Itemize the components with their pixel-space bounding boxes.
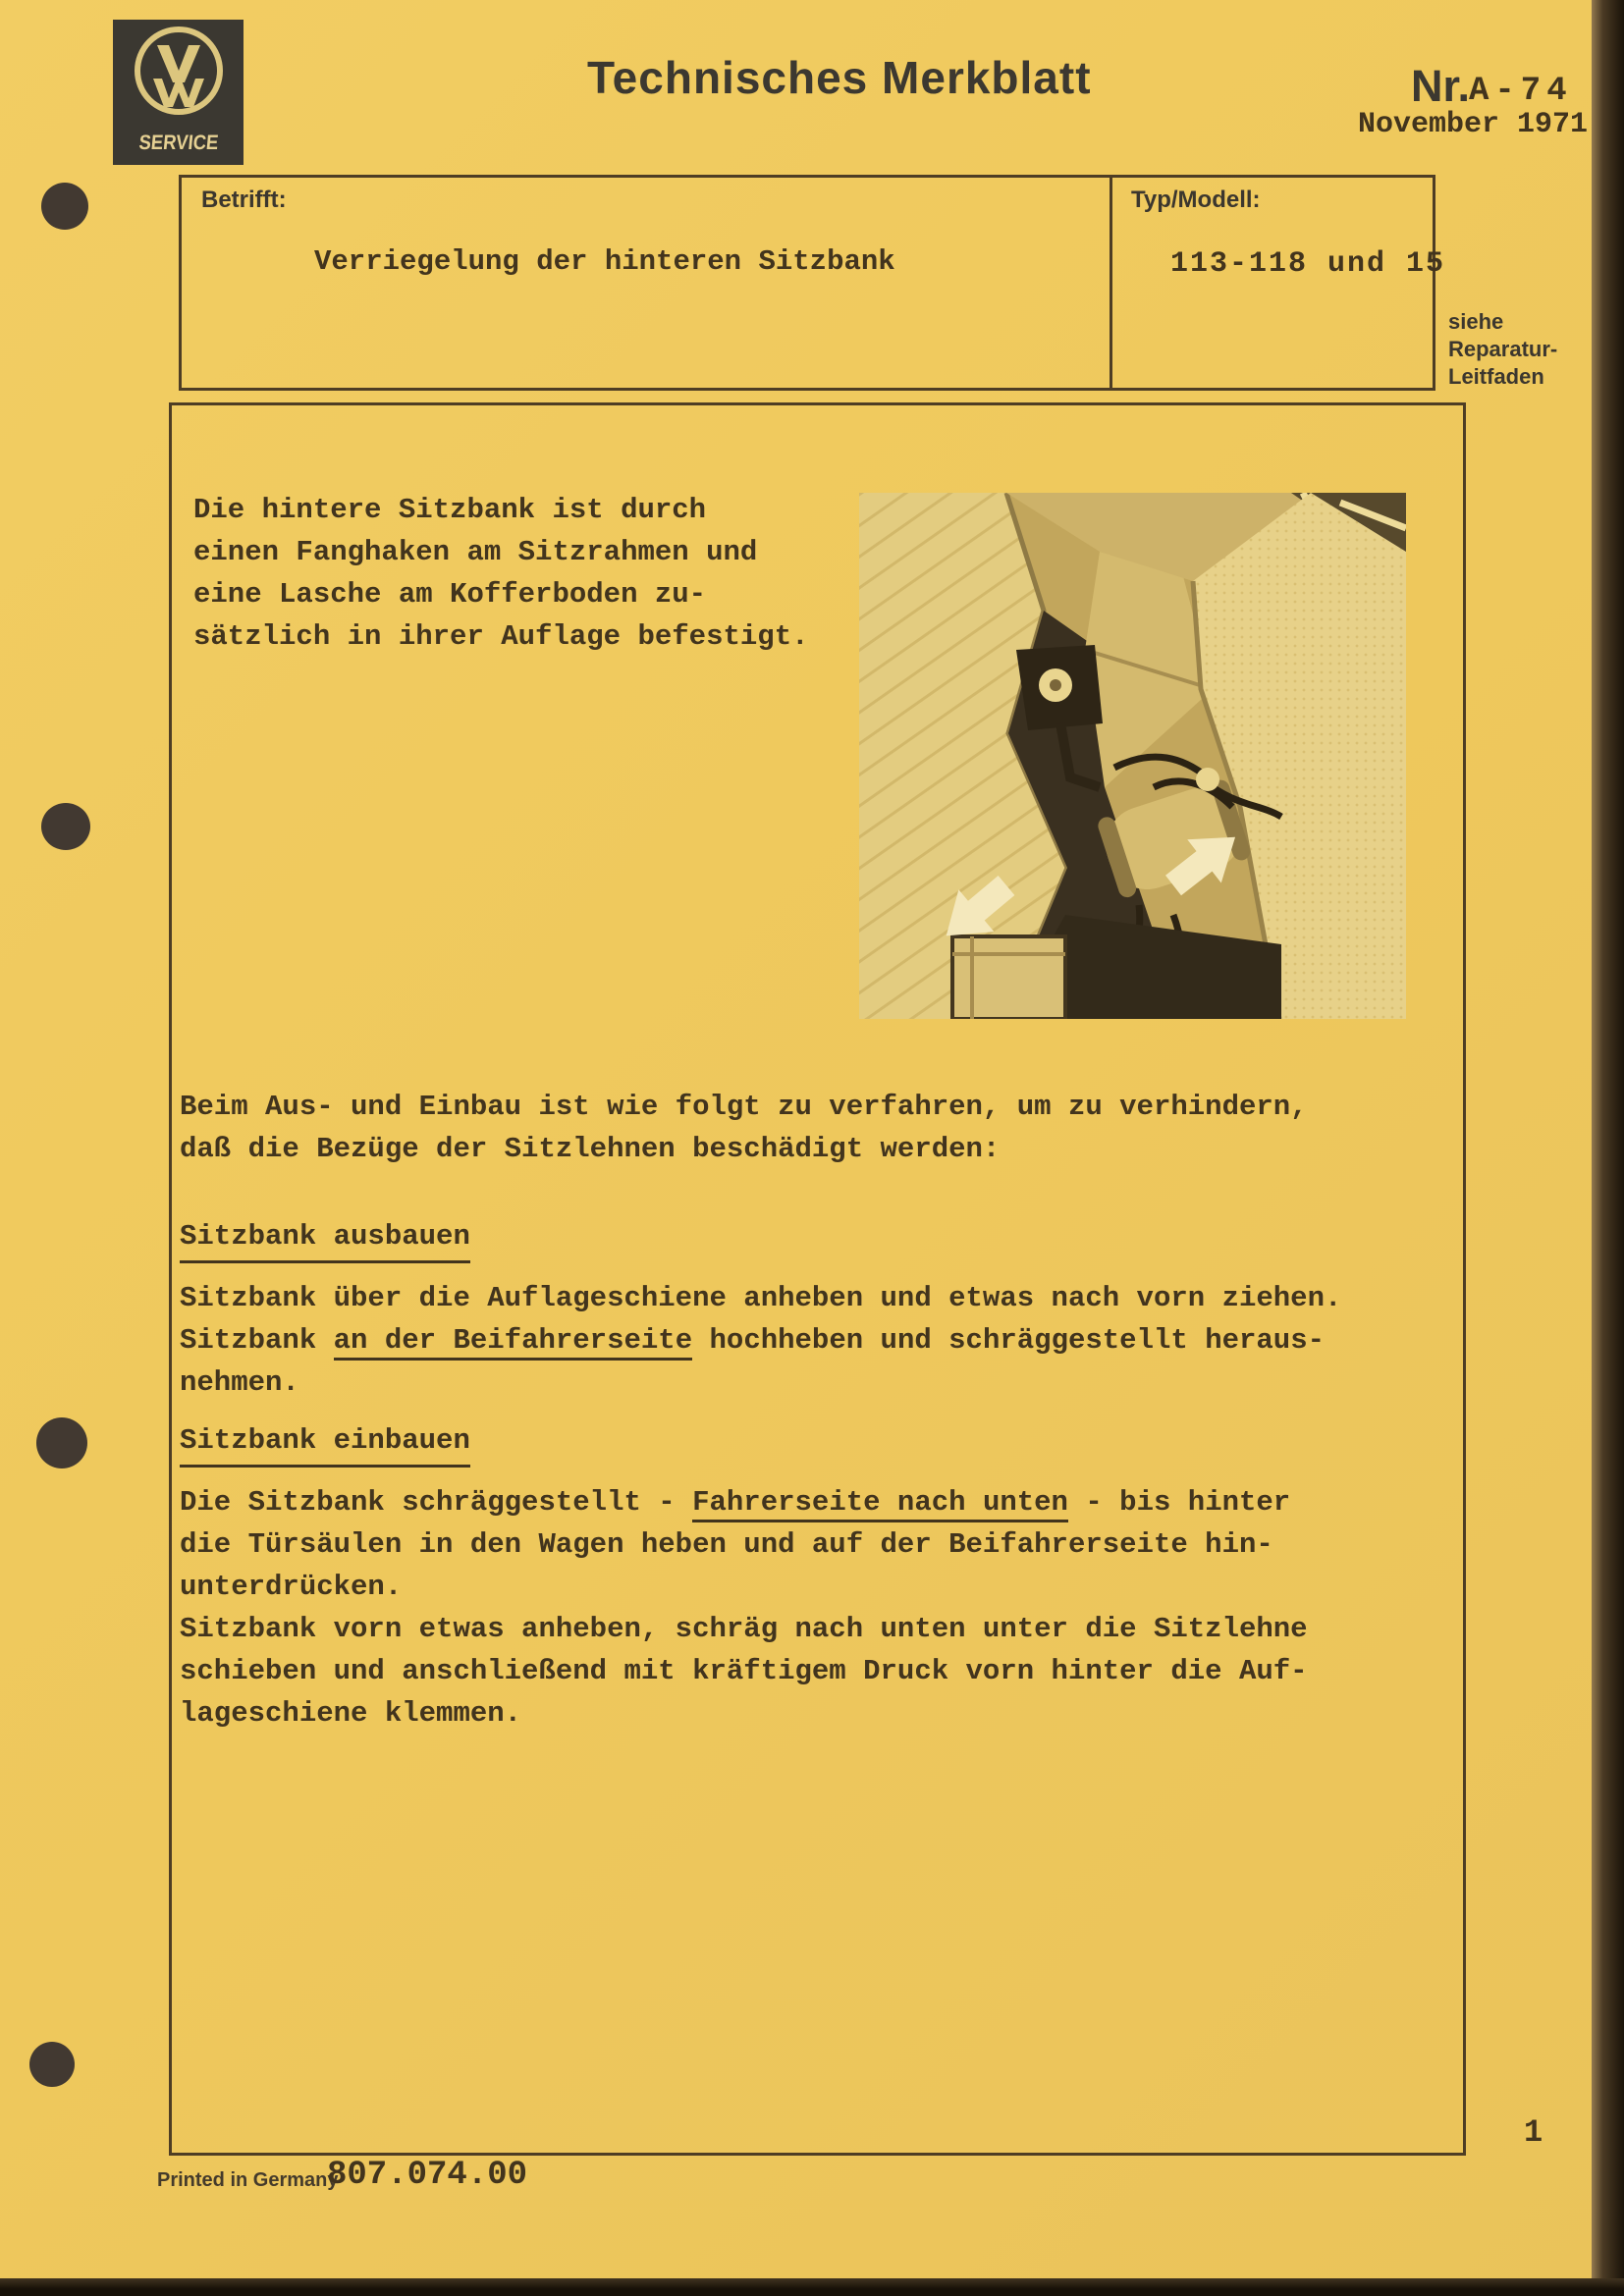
- installation-section: [180, 1419, 1308, 1735]
- issue-date: November 1971: [1358, 108, 1589, 141]
- scan-edge-bottom: [0, 2278, 1624, 2296]
- punch-hole: [41, 183, 88, 230]
- typ-modell-value: 113-118 und 15: [1170, 247, 1446, 281]
- removal-line-segment: hochheben und schräggestellt heraus-: [692, 1324, 1326, 1357]
- removal-line: [180, 1319, 1341, 1362]
- page-number: 1: [1524, 2114, 1543, 2151]
- side-note-line: siehe: [1448, 309, 1504, 334]
- installation-heading: Sitzbank einbauen: [180, 1419, 470, 1468]
- side-note: [1448, 308, 1557, 391]
- printed-in-germany-label: Printed in Germany: [157, 2169, 339, 2191]
- vw-roundel-icon: [130, 20, 228, 130]
- removal-line-segment: Sitzbank: [180, 1324, 334, 1357]
- procedure-note-line: daß die Bezüge der Sitzlehnen beschädigt werden:: [180, 1133, 1001, 1165]
- intro-line: Die hintere Sitzbank ist durch: [193, 494, 707, 526]
- installation-line-underlined: Fahrerseite nach unten: [692, 1486, 1068, 1522]
- procedure-note-line: Beim Aus- und Einbau ist wie folgt zu verfahren, um zu verhindern,: [180, 1091, 1308, 1123]
- installation-line: die Türsäulen in den Wagen heben und auf der Beifahrerseite hin-: [180, 1528, 1273, 1561]
- typ-modell-label: Typ/Modell:: [1131, 187, 1261, 213]
- number-value: A-74: [1469, 73, 1573, 110]
- installation-line-segment: Die Sitzbank schräggestellt -: [180, 1486, 693, 1519]
- installation-line: [180, 1481, 1308, 1523]
- punch-hole: [41, 803, 90, 850]
- intro-line: sätzlich in ihrer Auflage befestigt.: [193, 620, 809, 653]
- seat-latch-photo: [859, 493, 1406, 1019]
- scan-edge-right: [1592, 0, 1624, 2296]
- subject-box-divider: [1110, 175, 1112, 391]
- side-note-line: Leitfaden: [1448, 364, 1544, 389]
- installation-line: schieben und anschließend mit kräftigem Druck vorn hinter die Auf-: [180, 1655, 1308, 1687]
- side-note-line: Reparatur-: [1448, 337, 1558, 361]
- intro-paragraph: [193, 489, 809, 658]
- installation-line: lageschiene klemmen.: [180, 1697, 522, 1730]
- intro-line: einen Fanghaken am Sitzrahmen und: [193, 536, 758, 568]
- removal-section: [180, 1215, 1341, 1404]
- document-title: Technisches Merkblatt: [587, 52, 1092, 103]
- removal-line: Sitzbank über die Auflageschiene anheben und etwas nach vorn ziehen.: [180, 1282, 1342, 1314]
- punch-hole: [36, 1417, 87, 1468]
- vw-service-logo: [113, 20, 244, 165]
- removal-line-underlined: an der Beifahrerseite: [334, 1324, 692, 1361]
- part-number: 807.074.00: [327, 2157, 528, 2194]
- betrifft-label: Betrifft:: [201, 187, 287, 213]
- removal-line: nehmen.: [180, 1366, 299, 1399]
- intro-line: eine Lasche am Kofferboden zu-: [193, 578, 707, 611]
- installation-line: Sitzbank vorn etwas anheben, schräg nach unten unter die Sitzlehne: [180, 1613, 1308, 1645]
- procedure-note: [180, 1086, 1308, 1170]
- seat-latch-photo-image: [859, 493, 1406, 1019]
- punch-hole: [29, 2042, 75, 2087]
- installation-line-segment: - bis hinter: [1067, 1486, 1291, 1519]
- installation-line: unterdrücken.: [180, 1571, 403, 1603]
- betrifft-value: Verriegelung der hinteren Sitzbank: [314, 245, 895, 278]
- service-label: SERVICE: [137, 132, 220, 154]
- removal-heading: Sitzbank ausbauen: [180, 1215, 470, 1263]
- number-label: Nr.: [1411, 61, 1471, 111]
